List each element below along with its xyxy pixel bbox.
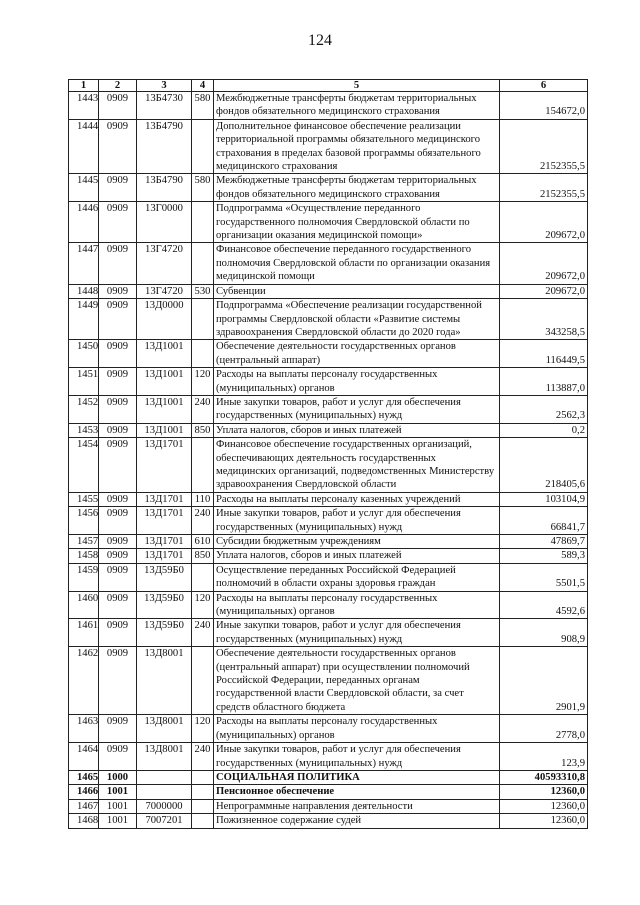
expense-type-cell <box>192 438 214 493</box>
description-cell: Непрограммные направления деятельности <box>214 799 500 813</box>
section-code-cell: 0909 <box>99 92 137 120</box>
table-row <box>69 395 588 423</box>
row-number-cell: 1462 <box>69 647 99 715</box>
section-code-cell: 0909 <box>99 647 137 715</box>
amount-cell: 47869,7 <box>500 535 588 549</box>
row-number-cell: 1452 <box>69 395 99 423</box>
section-code-cell: 0909 <box>99 368 137 396</box>
description-cell: СОЦИАЛЬНАЯ ПОЛИТИКА <box>214 770 500 784</box>
row-number-cell: 1459 <box>69 563 99 591</box>
amount-cell: 154672,0 <box>500 92 588 120</box>
header-row <box>69 80 588 92</box>
expense-type-cell <box>192 799 214 813</box>
amount-cell: 116449,5 <box>500 340 588 368</box>
row-number-cell: 1448 <box>69 284 99 298</box>
target-code-cell: 13Д1701 <box>137 507 192 535</box>
target-code-cell: 13Г0000 <box>137 202 192 243</box>
target-code-cell: 7000000 <box>137 799 192 813</box>
description-cell: Иные закупки товаров, работ и услуг для обеспечения государственных (муниципальных) нужд <box>214 507 500 535</box>
row-number-cell: 1463 <box>69 715 99 743</box>
description-cell: Осуществление переданных Российской Федерацией полномочий в области охраны здоровья граждан <box>214 563 500 591</box>
description-cell: Дополнительное финансовое обеспечение реализации территориальной программы обязательного медицинского страхования в пределах базовой программы обязательного медицинского страхования <box>214 119 500 174</box>
section-code-cell: 0909 <box>99 492 137 506</box>
budget-table <box>68 79 588 829</box>
target-code-cell: 13Б4790 <box>137 119 192 174</box>
description-cell: Межбюджетные трансферты бюджетам территориальных фондов обязательного медицинского страхования <box>214 174 500 202</box>
target-code-cell: 13Д8001 <box>137 647 192 715</box>
expense-type-cell: 240 <box>192 619 214 647</box>
row-number-cell: 1446 <box>69 202 99 243</box>
description-cell: Иные закупки товаров, работ и услуг для обеспечения государственных (муниципальных) нужд <box>214 395 500 423</box>
expense-type-cell: 240 <box>192 507 214 535</box>
amount-cell: 103104,9 <box>500 492 588 506</box>
target-code-cell: 13Д1701 <box>137 492 192 506</box>
table-row <box>69 619 588 647</box>
row-number-cell: 1458 <box>69 549 99 563</box>
table-row <box>69 119 588 174</box>
target-code-cell: 13Б4790 <box>137 174 192 202</box>
amount-cell: 209672,0 <box>500 284 588 298</box>
section-code-cell: 1000 <box>99 770 137 784</box>
section-code-cell: 1001 <box>99 799 137 813</box>
amount-cell: 66841,7 <box>500 507 588 535</box>
row-number-cell: 1443 <box>69 92 99 120</box>
target-code-cell: 13Г4720 <box>137 284 192 298</box>
target-code-cell: 13Д1701 <box>137 535 192 549</box>
table-row <box>69 563 588 591</box>
description-cell: Субсидии бюджетным учреждениям <box>214 535 500 549</box>
header-cell: 3 <box>137 80 192 92</box>
amount-cell: 4592,6 <box>500 591 588 619</box>
row-number-cell: 1455 <box>69 492 99 506</box>
table-row <box>69 243 588 284</box>
description-cell: Пожизненное содержание судей <box>214 814 500 828</box>
target-code-cell: 13Д8001 <box>137 743 192 771</box>
expense-type-cell <box>192 785 214 799</box>
row-number-cell: 1447 <box>69 243 99 284</box>
section-code-cell: 0909 <box>99 340 137 368</box>
description-cell: Финансовое обеспечение государственных организаций, обеспечивающих деятельность государственных медицинских организаций, подведомственных Министерству здравоохранения Свердловской области <box>214 438 500 493</box>
header-cell: 5 <box>214 80 500 92</box>
description-cell: Расходы на выплаты персоналу государственных (муниципальных) органов <box>214 591 500 619</box>
description-cell: Расходы на выплаты персоналу казенных учреждений <box>214 492 500 506</box>
amount-cell: 113887,0 <box>500 368 588 396</box>
section-code-cell: 0909 <box>99 202 137 243</box>
description-cell: Межбюджетные трансферты бюджетам территориальных фондов обязательного медицинского страхования <box>214 92 500 120</box>
description-cell: Обеспечение деятельности государственных органов (центральный аппарат) <box>214 340 500 368</box>
table-row <box>69 785 588 799</box>
row-number-cell: 1466 <box>69 785 99 799</box>
row-number-cell: 1456 <box>69 507 99 535</box>
table-row <box>69 591 588 619</box>
table-row <box>69 492 588 506</box>
expense-type-cell: 610 <box>192 535 214 549</box>
target-code-cell: 13Д1001 <box>137 423 192 437</box>
amount-cell: 12360,0 <box>500 785 588 799</box>
row-number-cell: 1460 <box>69 591 99 619</box>
expense-type-cell <box>192 202 214 243</box>
header-cell: 2 <box>99 80 137 92</box>
amount-cell: 209672,0 <box>500 202 588 243</box>
section-code-cell: 0909 <box>99 563 137 591</box>
section-code-cell: 0909 <box>99 284 137 298</box>
row-number-cell: 1449 <box>69 299 99 340</box>
section-code-cell: 0909 <box>99 395 137 423</box>
table-row <box>69 814 588 828</box>
target-code-cell <box>137 785 192 799</box>
expense-type-cell <box>192 299 214 340</box>
section-code-cell: 0909 <box>99 299 137 340</box>
amount-cell: 343258,5 <box>500 299 588 340</box>
description-cell: Подпрограмма «Обеспечение реализации государственной программы Свердловской области «Развитие системы здравоохранения Свердловской области до 2020 года» <box>214 299 500 340</box>
target-code-cell: 13Д1001 <box>137 395 192 423</box>
amount-cell: 209672,0 <box>500 243 588 284</box>
amount-cell: 5501,5 <box>500 563 588 591</box>
description-cell: Иные закупки товаров, работ и услуг для обеспечения государственных (муниципальных) нужд <box>214 619 500 647</box>
target-code-cell: 13Г4720 <box>137 243 192 284</box>
table-row <box>69 340 588 368</box>
amount-cell: 123,9 <box>500 743 588 771</box>
table-row <box>69 549 588 563</box>
section-code-cell: 1001 <box>99 814 137 828</box>
target-code-cell: 13Д59Б0 <box>137 563 192 591</box>
description-cell: Подпрограмма «Осуществление переданного государственного полномочия Свердловской области по организации оказания медицинской помощи» <box>214 202 500 243</box>
row-number-cell: 1453 <box>69 423 99 437</box>
page-number: 124 <box>308 32 332 49</box>
expense-type-cell: 240 <box>192 743 214 771</box>
description-cell: Иные закупки товаров, работ и услуг для обеспечения государственных (муниципальных) нужд <box>214 743 500 771</box>
description-cell: Уплата налогов, сборов и иных платежей <box>214 549 500 563</box>
row-number-cell: 1457 <box>69 535 99 549</box>
section-code-cell: 0909 <box>99 243 137 284</box>
section-code-cell: 0909 <box>99 591 137 619</box>
expense-type-cell: 240 <box>192 395 214 423</box>
header-cell: 6 <box>500 80 588 92</box>
description-cell: Уплата налогов, сборов и иных платежей <box>214 423 500 437</box>
section-code-cell: 0909 <box>99 507 137 535</box>
header-cell: 4 <box>192 80 214 92</box>
expense-type-cell <box>192 647 214 715</box>
row-number-cell: 1444 <box>69 119 99 174</box>
expense-type-cell: 580 <box>192 174 214 202</box>
row-number-cell: 1454 <box>69 438 99 493</box>
target-code-cell: 13Д1001 <box>137 340 192 368</box>
amount-cell: 2778,0 <box>500 715 588 743</box>
target-code-cell: 7007201 <box>137 814 192 828</box>
section-code-cell: 1001 <box>99 785 137 799</box>
amount-cell: 2562,3 <box>500 395 588 423</box>
expense-type-cell <box>192 814 214 828</box>
table-row <box>69 284 588 298</box>
row-number-cell: 1461 <box>69 619 99 647</box>
section-code-cell: 0909 <box>99 119 137 174</box>
row-number-cell: 1451 <box>69 368 99 396</box>
table-row <box>69 743 588 771</box>
expense-type-cell: 120 <box>192 715 214 743</box>
target-code-cell: 13Д8001 <box>137 715 192 743</box>
amount-cell: 12360,0 <box>500 814 588 828</box>
target-code-cell: 13Д1001 <box>137 368 192 396</box>
table-row <box>69 438 588 493</box>
amount-cell: 0,2 <box>500 423 588 437</box>
expense-type-cell <box>192 770 214 784</box>
header-cell: 1 <box>69 80 99 92</box>
table-row <box>69 799 588 813</box>
row-number-cell: 1468 <box>69 814 99 828</box>
description-cell: Пенсионное обеспечение <box>214 785 500 799</box>
target-code-cell: 13Д1701 <box>137 549 192 563</box>
expense-type-cell <box>192 340 214 368</box>
description-cell: Субвенции <box>214 284 500 298</box>
amount-cell: 2901,9 <box>500 647 588 715</box>
row-number-cell: 1465 <box>69 770 99 784</box>
expense-type-cell <box>192 119 214 174</box>
expense-type-cell: 850 <box>192 423 214 437</box>
table-row <box>69 92 588 120</box>
table-row <box>69 299 588 340</box>
table-row <box>69 507 588 535</box>
table-row <box>69 647 588 715</box>
expense-type-cell <box>192 563 214 591</box>
section-code-cell: 0909 <box>99 549 137 563</box>
row-number-cell: 1450 <box>69 340 99 368</box>
amount-cell: 589,3 <box>500 549 588 563</box>
expense-type-cell: 120 <box>192 591 214 619</box>
target-code-cell: 13Д1701 <box>137 438 192 493</box>
table-row <box>69 368 588 396</box>
section-code-cell: 0909 <box>99 174 137 202</box>
description-cell: Финансовое обеспечение переданного государственного полномочия Свердловской области по организации оказания медицинской помощи <box>214 243 500 284</box>
target-code-cell <box>137 770 192 784</box>
section-code-cell: 0909 <box>99 535 137 549</box>
table-row <box>69 535 588 549</box>
description-cell: Обеспечение деятельности государственных органов (центральный аппарат) при осуществлении полномочий Российской Федерации, переданных органам государственной власти Свердловской области, за счет средств областного бюджета <box>214 647 500 715</box>
table-row <box>69 174 588 202</box>
expense-type-cell: 110 <box>192 492 214 506</box>
section-code-cell: 0909 <box>99 715 137 743</box>
section-code-cell: 0909 <box>99 438 137 493</box>
target-code-cell: 13Д59Б0 <box>137 619 192 647</box>
amount-cell: 2152355,5 <box>500 119 588 174</box>
table-row <box>69 770 588 784</box>
expense-type-cell <box>192 243 214 284</box>
target-code-cell: 13Д59Б0 <box>137 591 192 619</box>
amount-cell: 908,9 <box>500 619 588 647</box>
expense-type-cell: 530 <box>192 284 214 298</box>
table-row <box>69 202 588 243</box>
description-cell: Расходы на выплаты персоналу государственных (муниципальных) органов <box>214 715 500 743</box>
section-code-cell: 0909 <box>99 423 137 437</box>
expense-type-cell: 120 <box>192 368 214 396</box>
section-code-cell: 0909 <box>99 743 137 771</box>
amount-cell: 12360,0 <box>500 799 588 813</box>
row-number-cell: 1464 <box>69 743 99 771</box>
section-code-cell: 0909 <box>99 619 137 647</box>
description-cell: Расходы на выплаты персоналу государственных (муниципальных) органов <box>214 368 500 396</box>
table-row <box>69 715 588 743</box>
table-row <box>69 423 588 437</box>
amount-cell: 218405,6 <box>500 438 588 493</box>
expense-type-cell: 580 <box>192 92 214 120</box>
target-code-cell: 13Д0000 <box>137 299 192 340</box>
amount-cell: 2152355,5 <box>500 174 588 202</box>
target-code-cell: 13Б4730 <box>137 92 192 120</box>
amount-cell: 40593310,8 <box>500 770 588 784</box>
row-number-cell: 1467 <box>69 799 99 813</box>
expense-type-cell: 850 <box>192 549 214 563</box>
row-number-cell: 1445 <box>69 174 99 202</box>
